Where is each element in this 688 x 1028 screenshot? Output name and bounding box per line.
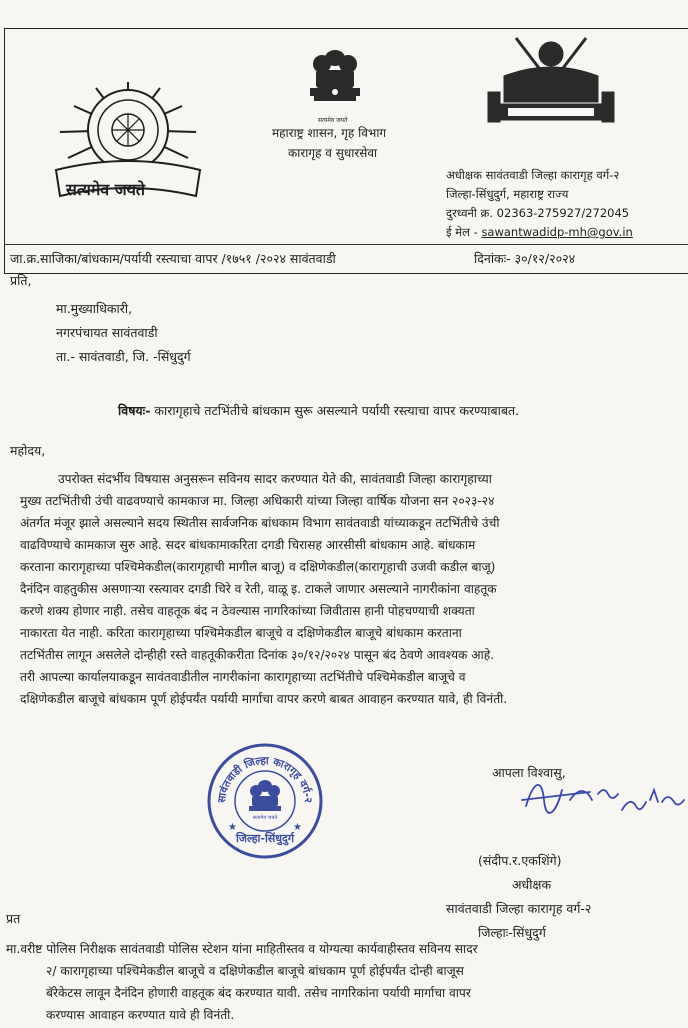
signatory-district: जिल्हाः-सिंधुदुर्ग: [478, 925, 546, 940]
body-line: अंतर्गत मंजूर झाले असल्याने सदय स्थितीस सार्वजनिक बांधकाम विभाग सावंतवाडी यांच्याकडून तटभिंतीचे उंची: [20, 516, 500, 530]
copy-line: २/ कारागृहाच्या पश्चिमेकडील बाजूचे व दक्षिणेकडील बाजूचे बांधकाम पूर्ण होईपर्यंत दोन्ही बाजूस: [46, 964, 464, 978]
office-email-row: [446, 225, 633, 240]
maharashtra-crest-logo: [486, 32, 616, 128]
department-line-1: महाराष्ट्र शासन, गृह विभाग: [272, 126, 387, 140]
closing-text: आपला विश्वासु,: [492, 765, 566, 780]
salutation: महोदय,: [10, 443, 46, 458]
copy-line: करण्यास आवाहन करण्यात यावे ही विनंती.: [46, 1008, 235, 1022]
subject-line: [118, 402, 519, 419]
signatory-name: (संदीप.र.एकशिंगे): [478, 853, 562, 868]
recipient-line-2: नगरपंचायत सावंतवाडी: [56, 325, 158, 340]
star-icon: ★: [228, 822, 237, 833]
body-line: मुख्य तटभिंतीची उंची वाढवण्याचे कामकाज मा. जिल्हा अधिकारी यांच्या जिल्हा वार्षिक योजना सन २०२३-२४: [20, 494, 495, 508]
office-line-1: अधीक्षक सावंतवाडी जिल्हा कारागृह वर्ग-२: [446, 168, 620, 182]
body-line: करताना कारागृहाच्या पश्चिमेकडील(कारागृहाची मागील बाजू) व दक्षिणेकडील(कारागृहाची उजवी कडील बाजू): [20, 560, 496, 574]
stamp-ring-text: सावंतवाडी जिल्हा कारागृह वर्ग-२: [215, 754, 315, 804]
body-line: दक्षिणेकडील बाजूचे बांधकाम पूर्ण होईपर्यंत पर्यायी मार्गाचा वापर करणे बाबत आवाहन करण्यात यावे, ही विनंती.: [20, 692, 508, 706]
reference-number: जा.क्र.साजिका/बांधकाम/पर्यायी रस्त्याचा वापर /१७५१ /२०२४ सावंतवाडी: [10, 251, 336, 266]
subject-label: विषयः-: [118, 403, 151, 418]
copy-line: बॅरेकेटस लावून दैनंदिन होणारी वाहतूक बंद करण्यात यावी. तसेच नागरिकांना पर्यायी मार्गाचा वापर: [46, 986, 471, 1000]
national-emblem-icon: [300, 46, 370, 114]
body-line: दैनंदिन वाहतुकीस असणाऱ्या रस्त्यावर दगडी चिरे व रेती, वाळू इ. टाकले जाणार असल्याने नागरीकांना वाहतूक: [20, 582, 497, 596]
left-logo-motto: सत्यमेव जयते: [66, 180, 146, 199]
stamp-motto: सत्यमेव जयते: [252, 815, 278, 821]
copy-label: प्रत: [6, 911, 21, 926]
office-stamp: [205, 742, 325, 860]
office-line-2: जिल्हा-सिंधुदुर्ग, महाराष्ट्र राज्य: [446, 187, 569, 201]
body-line: तटभिंतीस लागून असलेले दोन्हीही रस्ते वाहतूकीकरीता दिनांक ३०/१२/२०२४ पासून बंद ठेवणे आवश्यक आहे.: [20, 648, 495, 662]
copy-line: मा.वरीष्ट पोलिस निरीक्षक सावंतवाडी पोलिस स्टेशन यांना माहितीस्तव व योग्यत्या कार्यवाहीस्तव सविनय सादर: [6, 942, 478, 956]
subject-text: कारागृहाचे तटभिंतीचे बांधकाम सुरू असल्याने पर्यायी रस्त्याचा वापर करण्याबाबत.: [154, 403, 520, 418]
email-link[interactable]: sawantwadidp-mh@gov.in: [481, 225, 633, 239]
recipient-line-1: मा.मुख्याधिकारी,: [56, 301, 133, 316]
recipient-line-3: ता.- सावंतवाडी, जि. -सिंधुदुर्ग: [56, 349, 191, 364]
recipient-prati: प्रति,: [10, 273, 32, 288]
body-line: उपरोक्त संदर्भीय विषयास अनुसरून सविनय सादर करण्यात येते की, सावंतवाडी जिल्हा कारागृहाच्या: [58, 472, 492, 486]
stamp-bottom-text: जिल्हा-सिंधुदुर्ग: [235, 832, 295, 845]
body-line: नाकारता येत नाही. करिता कारागृहाच्या पश्चिमेकडील बाजूचे व दक्षिणेकडील बाजूचे बांधकाम करताना: [20, 626, 462, 640]
body-line: करणे शक्य होणार नाही. तसेच वाहतूक बंद न ठेवल्यास नागरिकांच्या जिवीतास हानी पोहचण्याची शक्यता: [20, 604, 475, 618]
signatory-designation: अधीक्षक: [512, 877, 552, 892]
body-line: वाढविण्याचे कामकाज सुरु आहे. सदर बांधकामाकरिता दगडी चिरासह आरसीसी बांधकाम आहे. बांधकाम: [20, 538, 476, 552]
department-line-2: कारागृह व सुधारसेवा: [288, 146, 378, 160]
star-icon: ★: [293, 822, 302, 833]
handwritten-signature: [520, 770, 688, 826]
email-label: ई मेल -: [446, 225, 478, 239]
office-phone: दुरध्वनी क्र. 02363-275927/272045: [446, 206, 630, 220]
body-line: तरी आपल्या कार्यालयाकडून सावंतवाडीतील नागरीकांना कारागृहाच्या तटभिंतीचे पश्चिमेकडील बाजूचे व: [20, 670, 466, 684]
signatory-office: सावंतवाडी जिल्हा कारागृह वर्ग-२: [446, 901, 592, 916]
reference-divider: [4, 244, 688, 245]
emblem-motto: सत्यमेव जयते: [318, 117, 348, 124]
letter-date: दिनांकः- ३०/१२/२०२४: [474, 251, 576, 266]
